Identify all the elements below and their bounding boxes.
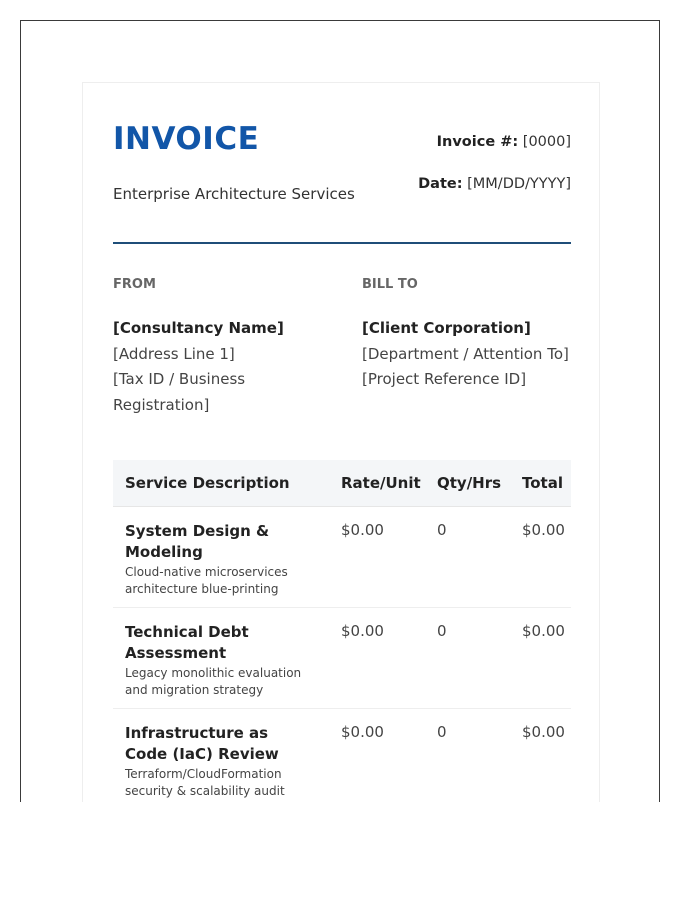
document-page [20,20,660,802]
service-description: Cloud-native microservices architecture blue-printing [125,565,288,596]
services-table [113,460,571,802]
service-title: Infrastructure as Code (IaC) Review [125,724,279,763]
invoice-title: INVOICE [113,121,260,157]
invoice-subtitle: Enterprise Architecture Services [113,185,355,203]
header-qty-hrs: Qty/Hrs [437,474,502,492]
header-divider [113,242,571,244]
table-row [113,709,571,802]
service-total: $0.00 [522,622,565,640]
header-service-description: Service Description [125,474,290,492]
service-description: Terraform/CloudFormation security & scalability audit [125,767,285,798]
service-total: $0.00 [522,521,565,539]
invoice-number-value: [0000] [522,134,571,150]
service-rate: $0.00 [341,521,384,539]
bill-to-section [362,277,582,393]
bill-to-name: [Client Corporation] [362,319,531,337]
invoice-card [82,82,600,802]
service-qty: 0 [437,521,447,539]
invoice-date-label: Date: [418,176,463,192]
service-rate: $0.00 [341,723,384,741]
from-address-line: [Address Line 1] [113,344,235,363]
invoice-date-value: [MM/DD/YYYY] [467,176,571,192]
service-rate: $0.00 [341,622,384,640]
from-label: FROM [113,277,156,292]
invoice-number [437,134,571,150]
service-qty: 0 [437,622,447,640]
service-total: $0.00 [522,723,565,741]
invoice-date [418,176,571,192]
service-title: Technical Debt Assessment [125,623,249,662]
bill-to-department-line: [Department / Attention To] [362,344,569,363]
bill-to-label: BILL TO [362,277,418,292]
table-row [113,507,571,608]
service-description: Legacy monolithic evaluation and migration strategy [125,666,302,697]
from-registration-line: Registration] [113,395,210,414]
table-row [113,608,571,709]
invoice-number-label: Invoice #: [436,134,519,150]
header-rate-unit: Rate/Unit [341,474,421,492]
bill-to-project-line: [Project Reference ID] [362,370,527,388]
header-total: Total [522,474,563,492]
service-title: System Design & Modeling [125,522,270,561]
service-qty: 0 [437,723,447,741]
from-section [113,277,333,418]
from-name: [Consultancy Name] [113,319,284,337]
table-header-row [113,460,571,507]
from-tax-id-line: [Tax ID / Business [113,370,246,388]
